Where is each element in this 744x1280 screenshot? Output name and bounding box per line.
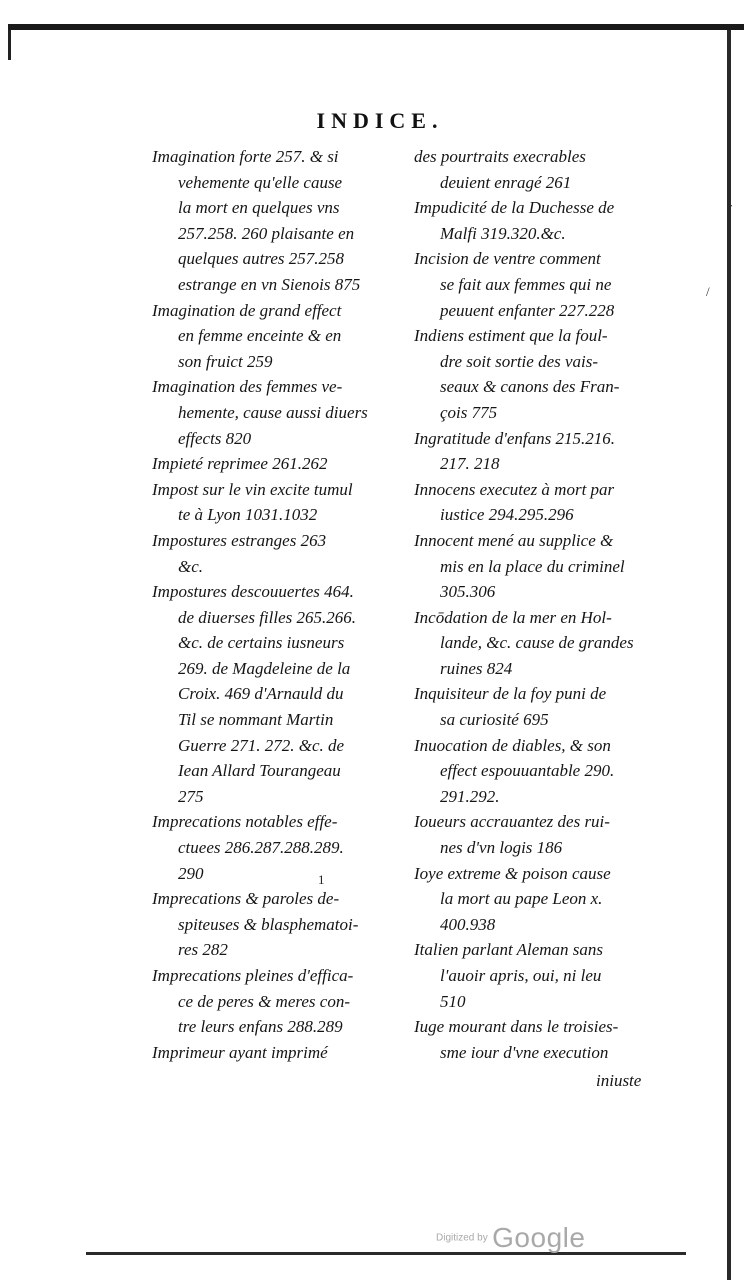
- entry-continuation-line: sme iour d'vne execution: [440, 1042, 609, 1062]
- google-logo: Google: [492, 1222, 586, 1253]
- entry-continuation-line: sa curiosité 695: [440, 710, 549, 730]
- index-column-right: [414, 144, 664, 1065]
- entry-headword-line: Impostures estranges 263: [152, 530, 327, 550]
- bottom-rule: [86, 1252, 686, 1255]
- margin-tick: /: [706, 284, 710, 299]
- entry-headword-line: Impieté reprimee 261.262: [152, 454, 328, 474]
- entry-continuation-line: tre leurs enfans 288.289: [178, 1017, 343, 1037]
- watermark-prefix: Digitized by: [436, 1232, 488, 1244]
- entry-continuation-line: hemente, cause aussi diuers: [178, 402, 368, 422]
- index-entry: [152, 451, 398, 477]
- index-entry: [152, 144, 398, 298]
- entry-headword-line: Iuge mourant dans le troisies-: [414, 1017, 619, 1037]
- entry-continuation-line: deuient enragé 261: [440, 172, 572, 192]
- entry-continuation-line: mis en la place du criminel: [440, 556, 625, 576]
- entry-headword-line: Impudicité de la Duchesse de: [414, 198, 615, 218]
- entry-headword-line: Inuocation de diables, & son: [414, 735, 611, 755]
- entry-continuation-line: lande, &c. cause de grandes: [440, 633, 634, 653]
- entry-continuation-line: de diuerses filles 265.266.: [178, 607, 357, 627]
- entry-continuation-line: 400.938: [440, 914, 496, 934]
- index-entry: [152, 477, 398, 528]
- entry-continuation-line: effect espouuantable 290.: [440, 761, 615, 781]
- entry-headword-line: Impostures descouuertes 464.: [152, 582, 354, 602]
- entry-continuation-line: ce de peres & meres con-: [178, 991, 350, 1011]
- entry-continuation-line: Guerre 271. 272. &c. de: [178, 735, 345, 755]
- entry-continuation-line: 291.292.: [440, 786, 500, 806]
- index-entry: [152, 963, 398, 1040]
- entry-continuation-line: Iean Allard Tourangeau: [178, 761, 341, 781]
- entry-continuation-line: l'auoir apris, oui, ni leu: [440, 966, 602, 985]
- entry-headword-line: Impost sur le vin excite tumul: [152, 479, 353, 499]
- entry-continuation-line: &c.: [178, 556, 204, 576]
- index-entry: [152, 809, 398, 886]
- entry-continuation-line: ruines 824: [440, 658, 513, 678]
- entry-continuation-line: 305.306: [440, 582, 496, 602]
- entry-headword-line: Imprecations pleines d'effica-: [152, 966, 354, 985]
- entry-continuation-line: 269. de Magdeleine de la: [178, 658, 351, 678]
- entry-headword-line: Imprimeur ayant imprimé: [152, 1042, 328, 1062]
- entry-continuation-line: se fait aux femmes qui ne: [440, 274, 612, 294]
- entry-continuation-line: 217. 218: [440, 454, 500, 474]
- entry-headword-line: des pourtraits execrables: [414, 147, 586, 166]
- entry-continuation-line: ctuees 286.287.288.289.: [178, 838, 344, 858]
- entry-continuation-line: la mort au pape Leon x.: [440, 889, 603, 909]
- entry-continuation-line: Croix. 469 d'Arnauld du: [178, 684, 344, 704]
- index-entry: [414, 605, 664, 682]
- entry-continuation-line: spiteuses & blasphematoi-: [178, 914, 359, 934]
- entry-continuation-line: Malfi 319.320.&c.: [440, 223, 566, 243]
- entry-headword-line: Indiens estiment que la foul-: [414, 326, 608, 346]
- index-entry: [414, 426, 664, 477]
- entry-headword-line: Ioueurs accrauantez des rui-: [414, 812, 610, 832]
- entry-continuation-line: quelques autres 257.258: [178, 249, 345, 269]
- entry-headword-line: Innocent mené au supplice &: [414, 530, 614, 550]
- entry-headword-line: Incision de ventre comment: [414, 249, 601, 269]
- index-entry: [414, 681, 664, 732]
- index-column-left: [152, 144, 398, 1065]
- entry-continuation-line: vehemente qu'elle cause: [178, 172, 343, 192]
- index-entry: [414, 1014, 664, 1065]
- entry-continuation-line: nes d'vn logis 186: [440, 838, 563, 858]
- index-entry: [414, 861, 664, 938]
- entry-headword-line: Imagination des femmes ve-: [152, 377, 343, 397]
- margin-tick: ·: [729, 198, 734, 213]
- entry-headword-line: Imprecations notables effe-: [152, 812, 338, 832]
- catchword: iniuste: [596, 1071, 642, 1090]
- entry-headword-line: Imagination de grand effect: [152, 300, 342, 320]
- entry-headword-line: Innocens executez à mort par: [414, 479, 615, 499]
- index-entry: [152, 886, 398, 963]
- entry-continuation-line: la mort en quelques vns: [178, 198, 340, 218]
- entry-continuation-line: çois 775: [440, 402, 498, 422]
- entry-continuation-line: peuuent enfanter 227.228: [440, 300, 615, 320]
- top-border-rule: [8, 24, 744, 30]
- index-entry: [152, 298, 398, 375]
- index-entry: [414, 937, 664, 1014]
- page-footer-mark: 1: [318, 872, 325, 887]
- left-edge-mark: [8, 30, 11, 60]
- entry-headword-line: Ioye extreme & poison cause: [414, 863, 611, 883]
- index-entry: [414, 809, 664, 860]
- index-entry: [414, 477, 664, 528]
- entry-continuation-line: Til se nommant Martin: [178, 710, 334, 730]
- entry-continuation-line: te à Lyon 1031.1032: [178, 505, 318, 525]
- entry-continuation-line: seaux & canons des Fran-: [440, 377, 620, 397]
- entry-continuation-line: 257.258. 260 plaisante en: [178, 223, 355, 243]
- entry-continuation-line: 275: [178, 786, 204, 806]
- index-entry: [414, 144, 664, 195]
- index-entry: [152, 579, 398, 809]
- entry-headword-line: Incōdation de la mer en Hol-: [414, 607, 612, 627]
- entry-headword-line: Inquisiteur de la foy puni de: [414, 684, 607, 704]
- entry-continuation-line: 290: [178, 863, 204, 883]
- entry-continuation-line: iustice 294.295.296: [440, 505, 574, 525]
- index-entry: [414, 733, 664, 810]
- index-entry: [414, 528, 664, 605]
- index-entry: [152, 1040, 398, 1066]
- entry-continuation-line: &c. de certains iusneurs: [178, 633, 345, 653]
- entry-headword-line: Italien parlant Aleman sans: [414, 940, 604, 960]
- entry-continuation-line: 510: [440, 991, 466, 1011]
- right-page-edge: [727, 30, 734, 1280]
- entry-headword-line: Imprecations & paroles de-: [152, 889, 340, 909]
- entry-continuation-line: son fruict 259: [178, 351, 273, 371]
- entry-continuation-line: res 282: [178, 940, 228, 960]
- entry-continuation-line: en femme enceinte & en: [178, 326, 342, 346]
- entry-continuation-line: effects 820: [178, 428, 252, 448]
- index-entry: [152, 528, 398, 579]
- index-entry: [414, 195, 664, 246]
- digitized-watermark: [436, 1222, 585, 1254]
- page-title: INDICE.: [316, 108, 444, 133]
- entry-continuation-line: estrange en vn Sienois 875: [178, 274, 361, 294]
- index-entry: [152, 374, 398, 451]
- entry-headword-line: Ingratitude d'enfans 215.216.: [414, 428, 616, 448]
- index-entry: [414, 323, 664, 425]
- entry-continuation-line: dre soit sortie des vais-: [440, 351, 599, 371]
- index-entry: [414, 246, 664, 323]
- entry-headword-line: Imagination forte 257. & si: [152, 147, 339, 166]
